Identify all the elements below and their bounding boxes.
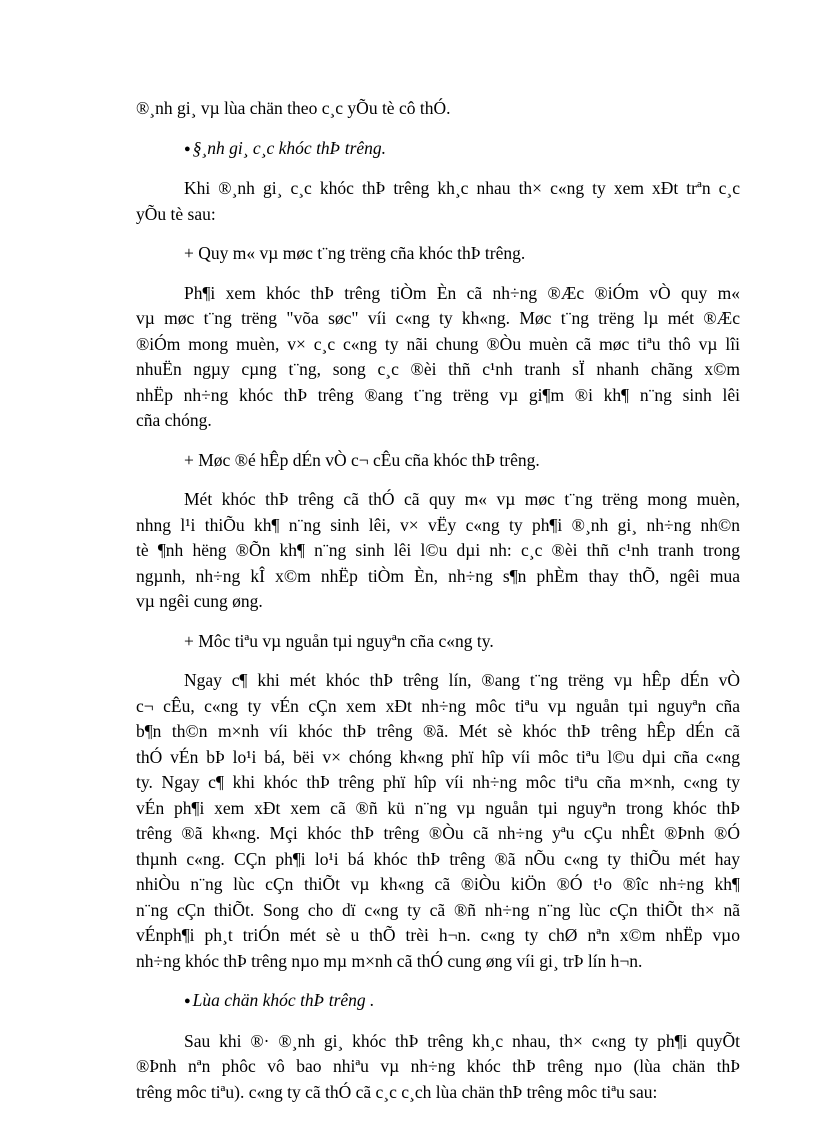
text-line: ®¸nh gi¸ vµ lùa chän theo c¸c yÕu tè cô thÓ. [136,98,451,118]
text-line: trêng môc tiªu). c«ng ty cã thÓ cã c¸c c¸ch lùa chän thÞ trêng môc tiªu sau: [136,1081,658,1102]
text-line: nhuËn ngµy cµng t¨ng, song c¸c ®èi thñ c¹nh tranh sÏ nhanh chãng x©m [136,359,740,379]
text-line: b¶n th©n m×nh víi khóc thÞ trêng ®ã. Mét sè khóc thÞ trêng hÊp dÉn cã [136,721,740,741]
text-line: Mét khóc thÞ trêng cã thÓ cã quy m« vµ møc t¨ng trëng mong muèn, [184,489,740,509]
text-line: yÕu tè sau: [136,203,216,224]
section-heading-text: §¸nh gi¸ c¸c khóc thÞ trêng. [192,137,387,158]
text-line: vÉn ph¶i xem xÐt xem cã ®ñ kü n¨ng vµ nguån tµi nguyªn trong khóc thÞ [136,797,740,818]
text-line: ®iÓm mong muèn, v× c¸c c«ng ty nãi chung ®Òu muèn cã møc tiªu thô vµ lîi [136,333,740,354]
text-line: cña chóng. [136,410,212,430]
text-line: ®Þnh nªn phôc vô bao nhiªu vµ nh÷ng khóc thÞ trêng nµo (lùa chän thÞ [136,1056,740,1076]
text-line: Ph¶i xem khóc thÞ trêng tiÒm Èn cã nh÷ng ®Æc ®iÓm vÒ quy m« [184,282,740,303]
section-heading-evaluate [136,136,740,163]
text-line: Sau khi ®· ®¸nh gi¸ khóc thÞ trêng kh¸c nhau, th× c«ng ty ph¶i quyÕt [184,1030,740,1051]
text-line: ty. Ngay c¶ khi khóc thÞ trêng phï hîp víi nh÷ng môc tiªu cña m×nh, c«ng ty [136,772,740,792]
text-line: ngµnh, nh÷ng kÎ x©m nhËp tiÒm Èn, nh÷ng s¶n phÈm thay thÕ, ngêi mua [136,565,740,586]
text-line: Ngay c¶ khi mét khóc thÞ trêng lín, ®ang t¨ng trëng vµ hÊp dÉn vÒ [184,670,740,690]
text-line: thµnh c«ng. CÇn ph¶i lo¹i bá khóc thÞ trêng ®ã nÕu c«ng ty thiÕu mét hay [136,848,740,869]
text-line: nhËp nh÷ng khóc thÞ trêng ®ang t¨ng trëng vµ gi¶m ®i kh¶ n¨ng sinh lêi [136,384,740,405]
section-heading-select [136,988,740,1015]
bullet-icon: ● [184,995,191,1007]
text-line: n¨ng cÇn thiÕt. Song cho dï c«ng ty cã ®ñ nh÷ng n¨ng lùc cÇn thiÕt th× nã [136,899,740,920]
text-line: nh÷ng khóc thÞ trêng nµo mµ m×nh cã thÓ cung øng víi gi¸ trÞ lín h¬n. [136,950,643,971]
text-line: + Quy m« vµ møc t¨ng trëng cña khóc thÞ trêng. [184,243,526,263]
text-line: trêng ®ã kh«ng. Mçi khóc thÞ trêng ®Òu cã nh÷ng yªu cÇu nhÊt ®Þnh ®Ó [136,823,740,843]
document-body [136,96,740,1105]
text-line: + Môc tiªu vµ nguån tµi nguyªn cña c«ng ty. [184,630,494,651]
text-line: vµ møc t¨ng trëng "võa søc" víi c«ng ty kh«ng. Møc t¨ng trëng lµ mét ®Æc [136,308,740,328]
text-line: c¬ cÊu, c«ng ty vÉn cÇn xem xÐt nh÷ng môc tiªu vµ nguån tµi nguyªn cña [136,695,740,716]
section-heading-text: Lùa chän khóc thÞ trêng . [192,990,375,1010]
text-line: vµ ngêi cung øng. [136,591,263,611]
text-line: + Møc ®é hÊp dÉn vÒ c¬ cÊu cña khóc thÞ trêng. [184,449,540,470]
bullet-icon: ● [184,142,191,155]
text-line: vÉnph¶i ph¸t triÓn mét sè u thÕ trèi h¬n. c«ng ty chØ nªn x©m nhËp vµo [136,925,740,945]
text-line: thÓ vÉn bÞ lo¹i bá, bëi v× chóng kh«ng phï hîp víi môc tiªu l©u dµi cña c«ng [136,746,740,767]
text-line: tè ¶nh hëng ®Õn kh¶ n¨ng sinh lêi l©u dµi nh: c¸c ®èi thñ c¹nh tranh trong [136,540,740,560]
text-line: nhiÒu n¨ng lùc cÇn thiÕt vµ kh«ng cã ®iÒu kiÖn ®Ó t¹o ®îc nh÷ng kh¶ [136,874,740,894]
text-line: Khi ®¸nh gi¸ c¸c khóc thÞ trêng kh¸c nhau th× c«ng ty xem xÐt trªn c¸c [184,178,740,198]
text-line: nhng l¹i thiÕu kh¶ n¨ng sinh lêi, v× vËy c«ng ty ph¶i ®¸nh gi¸ nh÷ng nh©n [136,514,740,535]
